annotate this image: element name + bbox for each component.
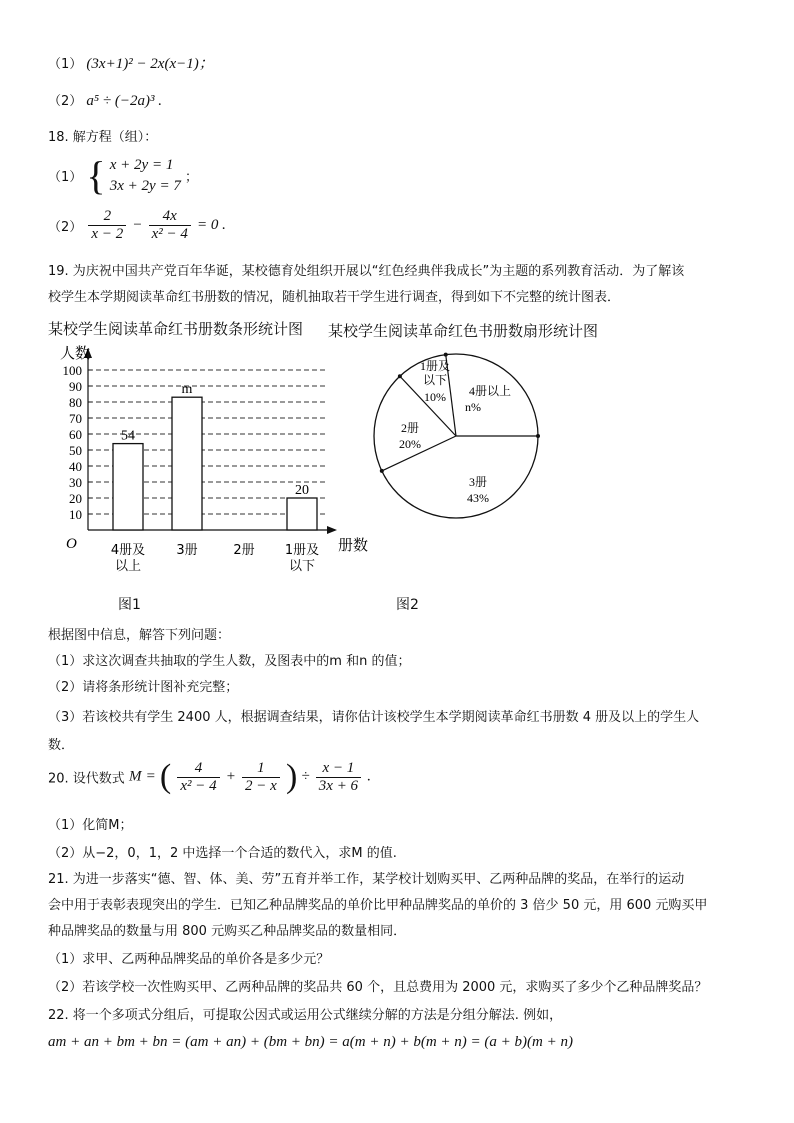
q21-line3: 种品牌奖品的数量与用 800 元购买乙种品牌奖品的数量相同．: [48, 924, 407, 939]
left-paren: (: [159, 758, 172, 795]
y-tick-label: 90: [69, 379, 82, 394]
item-label: （1）: [48, 170, 83, 185]
x-category-label: 2册: [233, 543, 255, 558]
q19-line2: 校学生本学期阅读革命红书册数的情况，随机抽取若干学生进行调查，得到如下不完整的统计图表．: [48, 290, 621, 305]
bar: [287, 498, 317, 530]
operator: −: [132, 217, 143, 233]
q19-line1: 19. 为庆祝中国共产党百年华诞，某校德育处组织开展以“红色经典伴我成长”为主题的系列教育活动．为了解该: [48, 264, 685, 279]
q19-ask2: （2）请将条形统计图补充完整；: [48, 680, 239, 695]
pie-chart-title: 某校学生阅读革命红色书册数扇形统计图: [328, 322, 599, 340]
y-tick-label: 30: [69, 475, 82, 490]
right-paren: ): [285, 758, 298, 795]
pie-slice-label: 4册以上: [468, 384, 512, 398]
q20-ask1: （1）化简M；: [48, 818, 133, 833]
equation-rhs: = 0 .: [197, 217, 226, 233]
pie-slice-percent: 10%: [424, 390, 446, 404]
q17-item1: [48, 52, 214, 73]
equation-system: [110, 155, 181, 197]
numerator: x − 1: [316, 760, 361, 778]
equation-1: x + 2y = 1: [109, 156, 174, 173]
pie-edge-dot: [444, 353, 448, 357]
bar: [113, 444, 143, 530]
fraction: [88, 208, 126, 243]
x-category-label: 3册: [176, 543, 198, 558]
y-tick-label: 60: [69, 427, 82, 442]
numerator: 4x: [149, 208, 191, 226]
pie-edge-dot: [398, 374, 402, 378]
equation-2: 3x + 2y = 7: [109, 177, 181, 194]
q21-ask1: （1）求甲、乙两种品牌奖品的单价各是多少元？: [48, 952, 330, 967]
y-tick-label: 100: [62, 363, 82, 378]
operator: =: [145, 768, 156, 785]
item-label: （1）: [48, 57, 83, 72]
pie-slice-label: 以下: [422, 373, 448, 387]
math-expression: a⁵ ÷ (−2a)³ .: [86, 93, 162, 109]
q21-line1: 21. 为进一步落实“德、智、体、美、劳”五育并举工作，某学校计划购买甲、乙两种品牌的奖品，在举行的运动: [48, 872, 685, 887]
q22-formula: am + an + bm + bn = (am + an) + (bm + bn) = a(m + n) + b(m + n) = (a + b)(m + n): [48, 1034, 573, 1050]
bar-chart: [40, 338, 380, 588]
fraction: [149, 208, 191, 243]
x-category-label: 以下: [288, 559, 316, 574]
y-tick-label: 50: [69, 443, 82, 458]
bar: [172, 397, 202, 530]
q17-item2: [48, 90, 162, 110]
pie-slice-percent: n%: [465, 400, 481, 414]
pie-edge-dot: [380, 469, 384, 473]
x-category-label: 以上: [114, 559, 142, 574]
y-tick-label: 40: [69, 459, 82, 474]
numerator: 2: [88, 208, 126, 226]
question-lead: 20. 设代数式: [48, 771, 125, 787]
pie-slice-label: 3册: [468, 475, 488, 489]
item-label: （2）: [48, 220, 83, 235]
pie-slice-label: 2册: [400, 421, 420, 435]
y-tick-label: 80: [69, 395, 82, 410]
punctuation: ；: [184, 170, 198, 185]
bar-value-label: m: [181, 382, 193, 398]
pie-chart: [360, 348, 560, 528]
operator: +: [225, 768, 236, 785]
numerator: 4: [177, 760, 219, 778]
y-tick-label: 70: [69, 411, 82, 426]
y-tick-label: 20: [69, 491, 82, 506]
q20-expression: [48, 758, 371, 796]
denominator: 2 − x: [245, 777, 277, 794]
brace-symbol: {: [86, 153, 106, 198]
q19-ask3-line1: （3）若该校共有学生 2400 人，根据调查结果，请你估计该校学生本学期阅读革命红书册数 4 册及以上的学生人: [48, 710, 700, 725]
numerator: 1: [242, 760, 280, 778]
fraction: [242, 760, 280, 795]
y-axis-label: 人数: [60, 344, 91, 362]
q21-ask2: （2）若该学校一次性购买甲、乙两种品牌的奖品共 60 个，且总费用为 2000 元，求购买了多少个乙种品牌奖品？: [48, 980, 708, 995]
bar-chart-title: 某校学生阅读革命红书册数条形统计图: [48, 320, 304, 338]
q19-ask3-line2: 数．: [48, 738, 75, 753]
x-category-label: 4册及: [110, 543, 146, 558]
x-axis-arrow: [327, 526, 337, 534]
bar-value-label: 20: [295, 483, 309, 498]
math-expression: (3x+1)² − 2x(x−1)；: [86, 56, 214, 72]
figure-2-caption: 图2: [396, 597, 419, 613]
q20-ask2: （2）从−2，0，1，2 中选择一个合适的数代入，求M 的值.: [48, 846, 397, 861]
q18-item1: [48, 152, 198, 199]
y-tick-label: 10: [69, 507, 82, 522]
figure-1-caption: 图1: [118, 597, 141, 613]
x-axis-label: 册数: [338, 536, 369, 554]
pie-slice-percent: 43%: [467, 491, 489, 505]
q18-title: 18. 解方程（组）：: [48, 130, 158, 145]
variable-M: M: [128, 768, 142, 785]
x-category-label: 1册及: [284, 543, 320, 558]
punctuation: .: [367, 768, 371, 785]
denominator: 3x + 6: [318, 777, 359, 794]
fraction: [316, 760, 361, 795]
operator: ÷: [301, 768, 310, 785]
q19-intro: 根据图中信息，解答下列问题：: [48, 628, 231, 643]
bar-value-label: 54: [121, 428, 135, 444]
item-label: （2）: [48, 94, 83, 109]
q22-line1: 22. 将一个多项式分组后，可提取公因式或运用公式继续分解的方法是分组分解法. 例如，: [48, 1008, 563, 1023]
pie-slice-percent: 20%: [399, 437, 421, 451]
q19-ask1: （1）求这次调查共抽取的学生人数，及图表中的m 和n 的值；: [48, 654, 411, 669]
denominator: x² − 4: [180, 777, 217, 794]
pie-slice-label: 1册及: [419, 359, 451, 373]
denominator: x − 2: [91, 226, 124, 242]
q18-item2: [48, 208, 226, 243]
pie-edge-dot: [536, 434, 540, 438]
q21-line2: 会中用于表彰表现突出的学生．已知乙种品牌奖品的单价比甲种品牌奖品的单价的 3 倍少 50 元，用 600 元购买甲: [48, 898, 708, 913]
denominator: x² − 4: [151, 226, 188, 242]
origin-label: O: [66, 536, 77, 552]
fraction: [177, 760, 219, 795]
